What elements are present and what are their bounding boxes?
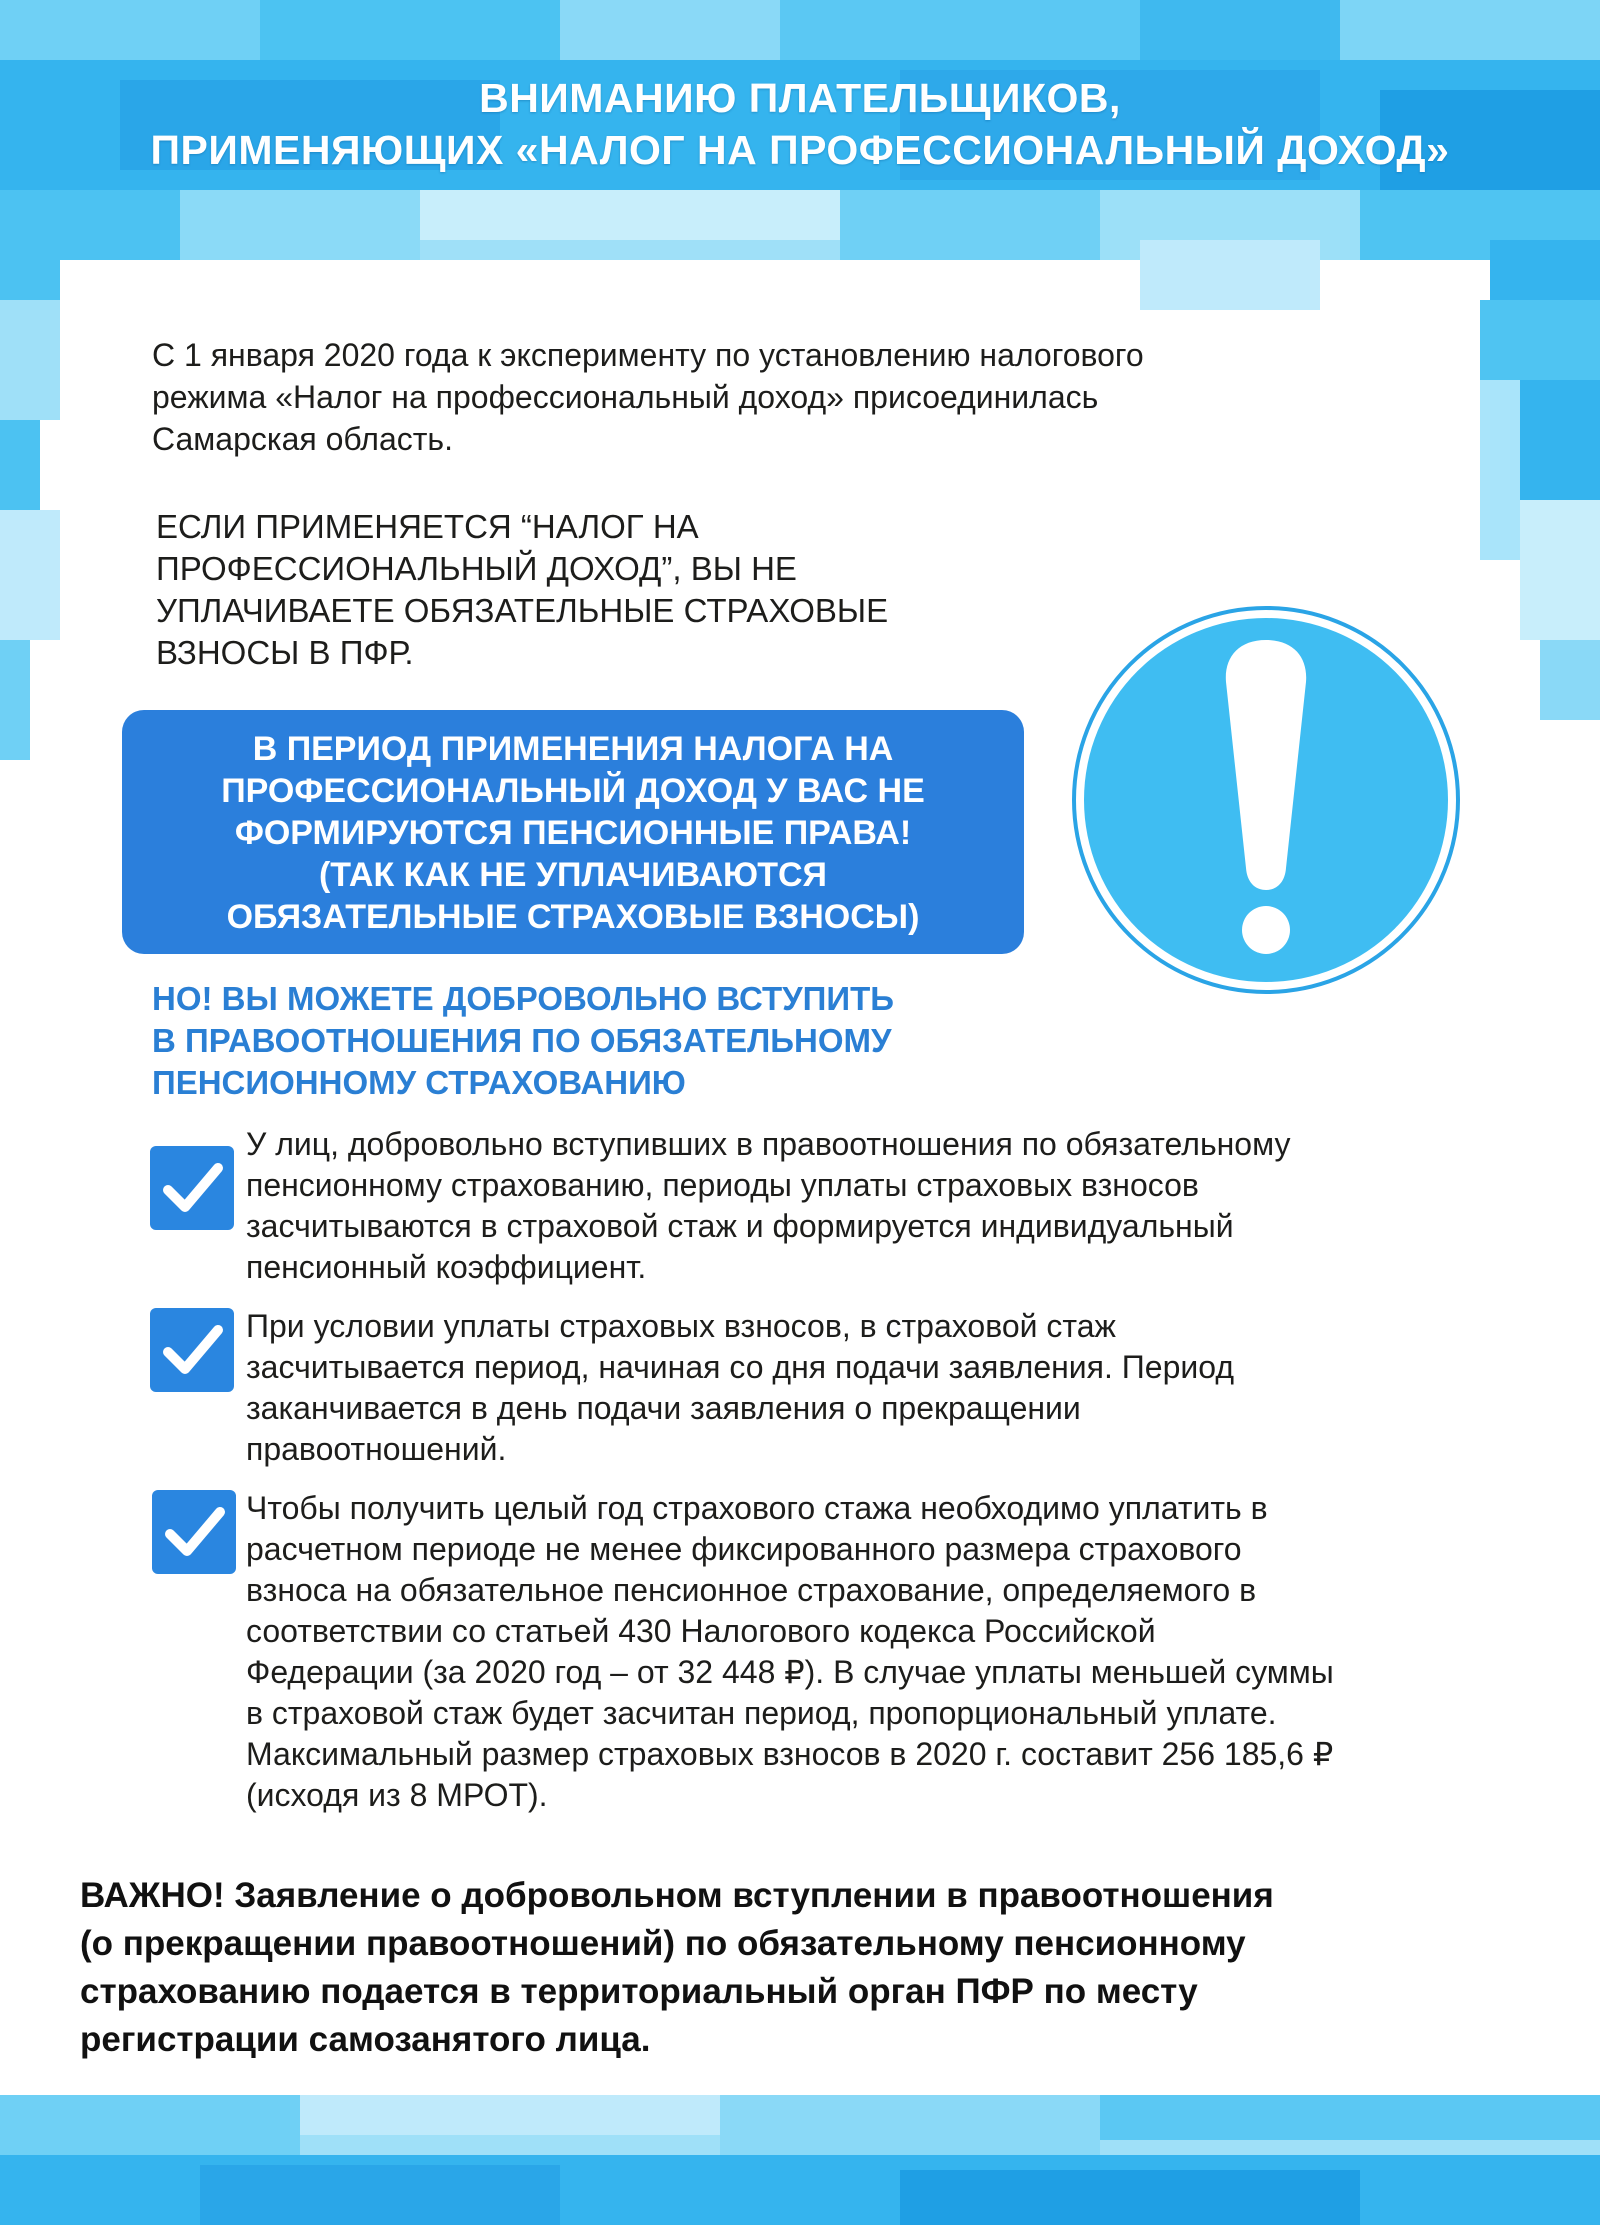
item-line: пенсионный коэффициент.: [246, 1249, 647, 1285]
voluntary-line: В ПРАВООТНОШЕНИЯ ПО ОБЯЗАТЕЛЬНОМУ: [152, 1022, 892, 1059]
page-title: [0, 72, 1600, 176]
notice-line: УПЛАЧИВАЕТЕ ОБЯЗАТЕЛЬНЫЕ СТРАХОВЫЕ: [156, 592, 889, 629]
item-line: Федерации (за 2020 год – от 32 448 ₽). В случае уплаты меньшей суммы: [246, 1654, 1334, 1690]
item-line: Чтобы получить целый год страхового стажа необходимо уплатить в: [246, 1490, 1268, 1526]
no-contributions-notice: [156, 506, 1056, 674]
important-line: ВАЖНО! Заявление о добровольном вступлении в правоотношения: [80, 1876, 1274, 1915]
title-line-2: ПРИМЕНЯЮЩИХ «НАЛОГ НА ПРОФЕССИОНАЛЬНЫЙ ДОХОД»: [150, 127, 1450, 173]
list-item: [246, 1306, 1546, 1470]
item-line: правоотношений.: [246, 1431, 507, 1467]
important-line: регистрации самозанятого лица.: [80, 2020, 651, 2059]
item-line: (исходя из 8 МРОТ).: [246, 1777, 548, 1813]
footer-mosaic: [0, 2095, 1600, 2225]
notice-line: ЕСЛИ ПРИМЕНЯЕТСЯ “НАЛОГ НА: [156, 508, 699, 545]
item-line: При условии уплаты страховых взносов, в страховой стаж: [246, 1308, 1116, 1344]
checkmark-icon: [152, 1490, 236, 1574]
item-line: У лиц, добровольно вступивших в правоотношения по обязательному: [246, 1126, 1291, 1162]
item-line: расчетном периоде не менее фиксированного размера страхового: [246, 1531, 1242, 1567]
important-line: страхованию подается в территориальный орган ПФР по месту: [80, 1972, 1198, 2011]
voluntary-heading: [152, 978, 1052, 1104]
intro-line: Самарская область.: [152, 421, 453, 457]
alert-line: ПРОФЕССИОНАЛЬНЫЙ ДОХОД У ВАС НЕ: [221, 772, 925, 810]
item-line: Максимальный размер страховых взносов в 2020 г. составит 256 185,6 ₽: [246, 1736, 1334, 1772]
list-item: [246, 1488, 1546, 1816]
pension-rights-alert-box: [122, 710, 1024, 954]
checkmark-icon: [150, 1146, 234, 1230]
item-line: соответствии со статьей 430 Налогового кодекса Российской: [246, 1613, 1156, 1649]
item-line: пенсионному страхованию, периоды уплаты страховых взносов: [246, 1167, 1199, 1203]
intro-line: режима «Налог на профессиональный доход» присоединилась: [152, 379, 1099, 415]
alert-line: ОБЯЗАТЕЛЬНЫЕ СТРАХОВЫЕ ВЗНОСЫ): [226, 898, 920, 936]
alert-line: (ТАК КАК НЕ УПЛАЧИВАЮТСЯ: [318, 856, 827, 894]
title-line-1: ВНИМАНИЮ ПЛАТЕЛЬЩИКОВ,: [479, 75, 1121, 121]
important-note: [80, 1872, 1560, 2064]
left-mosaic-strip: [0, 300, 60, 760]
notice-line: ВЗНОСЫ В ПФР.: [156, 634, 414, 671]
item-line: взноса на обязательное пенсионное страхование, определяемого в: [246, 1572, 1257, 1608]
notice-line: ПРОФЕССИОНАЛЬНЫЙ ДОХОД”, ВЫ НЕ: [156, 550, 797, 587]
voluntary-line: ПЕНСИОННОМУ СТРАХОВАНИЮ: [152, 1064, 686, 1101]
item-line: засчитываются в страховой стаж и формируется индивидуальный: [246, 1208, 1234, 1244]
alert-line: В ПЕРИОД ПРИМЕНЕНИЯ НАЛОГА НА: [252, 730, 894, 768]
checkmark-icon: [150, 1308, 234, 1392]
right-mosaic-strip: [1480, 300, 1600, 720]
item-line: заканчивается в день подачи заявления о прекращении: [246, 1390, 1081, 1426]
exclamation-icon: [1066, 600, 1466, 1000]
intro-line: С 1 января 2020 года к эксперименту по установлению налогового: [152, 337, 1144, 373]
voluntary-line: НО! ВЫ МОЖЕТЕ ДОБРОВОЛЬНО ВСТУПИТЬ: [152, 980, 894, 1017]
alert-line: ФОРМИРУЮТСЯ ПЕНСИОННЫЕ ПРАВА!: [234, 814, 912, 852]
list-item: [246, 1124, 1546, 1288]
item-line: засчитывается период, начиная со дня подачи заявления. Период: [246, 1349, 1234, 1385]
item-line: в страховой стаж будет засчитан период, пропорциональный уплате.: [246, 1695, 1277, 1731]
intro-paragraph: [152, 334, 1352, 460]
important-line: (о прекращении правоотношений) по обязательному пенсионному: [80, 1924, 1246, 1963]
